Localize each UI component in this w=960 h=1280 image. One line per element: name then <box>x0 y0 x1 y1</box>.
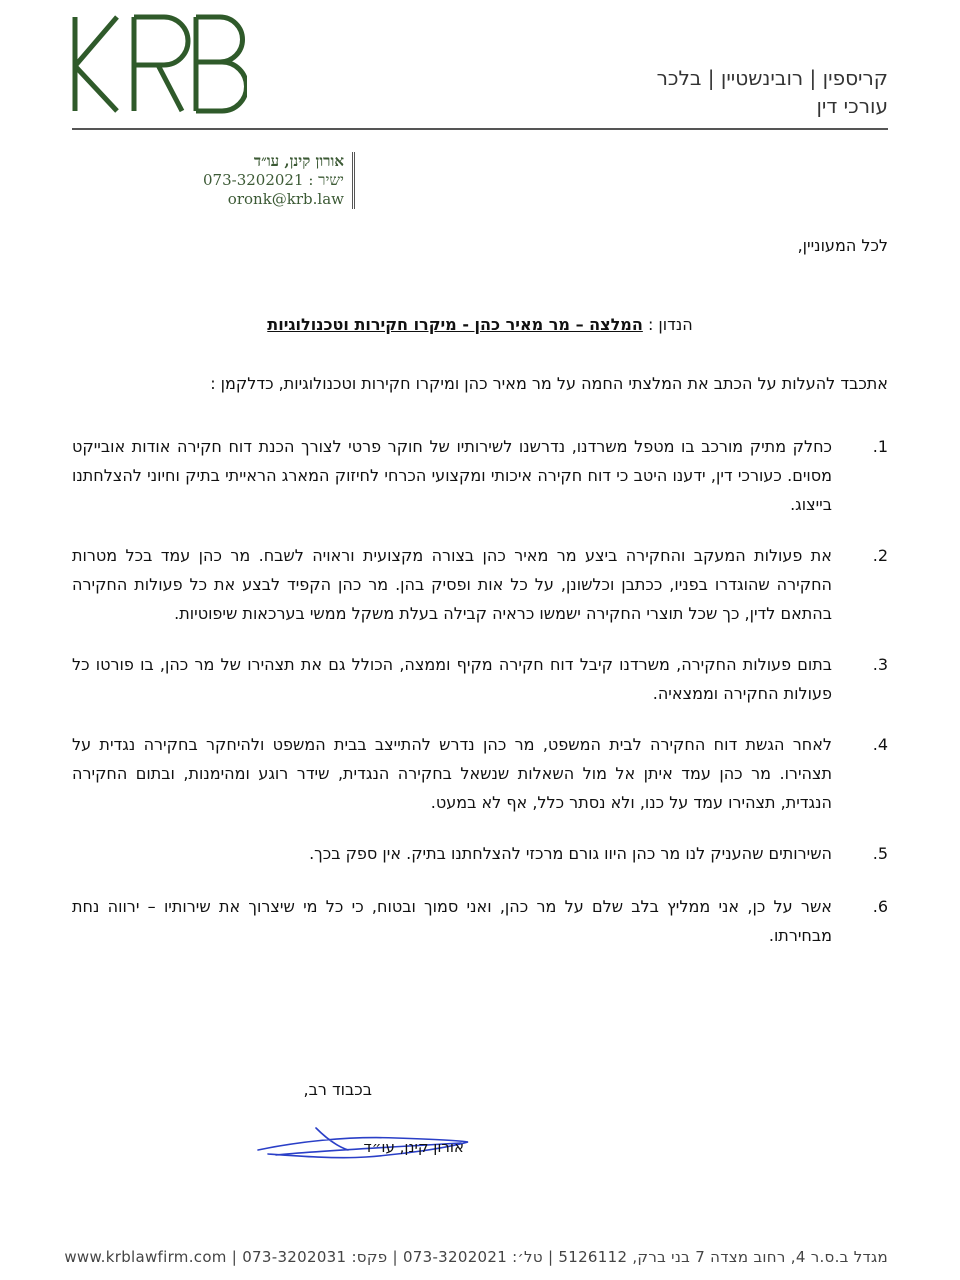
sender-phone-row <box>200 171 344 190</box>
item-number: 4. <box>872 735 888 754</box>
sender-email[interactable]: oronk@krb.law <box>227 190 344 208</box>
item-text: אשר על כן, אני ממליץ בלב שלם על מר כהן, ואני סמוך ובטוח, כי כל מי שיצרוך את שירותיו – ירווה נחת מבחירתו. <box>72 897 832 945</box>
header-divider <box>72 128 888 130</box>
item-number: 5. <box>872 844 888 863</box>
krb-logo <box>72 14 247 114</box>
footer-address: מגדל ב.ס.ר 4, רחוב מצדה 7 בני ברק, 5126112 | טל׳: 073-3202021 | פקס: 073-3202031 | www.krblawfirm.com <box>64 1248 888 1266</box>
firm-type: עורכי דין <box>816 94 888 118</box>
list-item <box>72 650 888 708</box>
list-item <box>72 892 888 950</box>
subject-text: המלצה – מר מאיר כהן - מיקרו חקירות וטכנולוגיות <box>267 315 643 334</box>
list-item <box>72 541 888 628</box>
item-number: 1. <box>872 437 888 456</box>
item-text: את פעולות המעקב והחקירה ביצע מר מאיר כהן בצורה מקצועית וראויה לשבח. מר כהן עמד בכל מטרות החקירה שהוגדרו בפניו, ככתבן וכלשונן, על כל אות ופסיק בהן. מר כהן הקפיד לבצע את כל פעולות החקירה בהתאם לדין, כך שכל תוצרי החקירה ישמשו כראיה קבילה בעלת משקל ממשי בערכאות שיפוטיות. <box>72 546 832 623</box>
list-item <box>72 432 888 519</box>
sender-name: אורון קינן, עו״ד <box>253 152 344 170</box>
intro-paragraph: אתכבד להעלות על הכתב את המלצתי החמה על מר מאיר כהן ומיקרו חקירות וטכנולוגיות, כדלקמן : <box>210 374 888 393</box>
item-number: 6. <box>872 897 888 916</box>
list-item <box>72 839 888 868</box>
greeting: לכל המעוניין, <box>797 236 888 255</box>
firm-names <box>657 64 888 120</box>
list-item <box>72 730 888 817</box>
firm-partners: קריספין | רובינשטיין | בלכר <box>656 66 888 90</box>
subject-line <box>72 315 888 334</box>
sender-block <box>200 152 355 209</box>
item-text: לאחר הגשת דוח החקירה לבית המשפט, מר כהן נדרש להתייצב בבית המשפט ולהיחקר בחקירה נגדית על תצהירו. מר כהן עמד איתן אל מול השאלות שנשאל בחקירה הנגדית, שידר רוגע ומהימנות, ובתום החקירה הנגדית, תצהירו עמד על כנו, ולא נסתר כלל, אף לא במעט. <box>72 735 832 812</box>
item-number: 2. <box>872 546 888 565</box>
item-text: כחלק מתיק מורכב בו מטפל משרדנו, נדרשנו לשירותיו של חוקר פרטי לצורך הכנת דוח חקירה אודות אובייקט מסוים. כעורכי דין, ידענו היטב כי דוח חקירה איכותי ומקצועי הכרחי לחיזוק המארג הראייתי בתיק וחיוני להצלחתנו בייצוג. <box>72 437 832 514</box>
item-number: 3. <box>872 655 888 674</box>
item-text: השירותים שהעניק לנו מר כהן היוו גורם מרכזי להצלחתנו בתיק. אין ספק בכך. <box>309 844 832 863</box>
sender-phone: 073-3202021 <box>203 171 304 189</box>
signature-name: אורון קינן, עו״ד <box>363 1138 464 1156</box>
item-text: בתום פעולות החקירה, משרדנו קיבל דוח חקירה מקיף וממצה, הכולל גם את תצהירו של מר כהן, בו פורטו כל פעולות החקירה וממצאיה. <box>72 655 832 703</box>
subject-label: הנדון : <box>647 315 693 334</box>
closing-salutation: בכבוד רב, <box>303 1080 372 1099</box>
sender-phone-label: ישיר : <box>308 171 344 189</box>
